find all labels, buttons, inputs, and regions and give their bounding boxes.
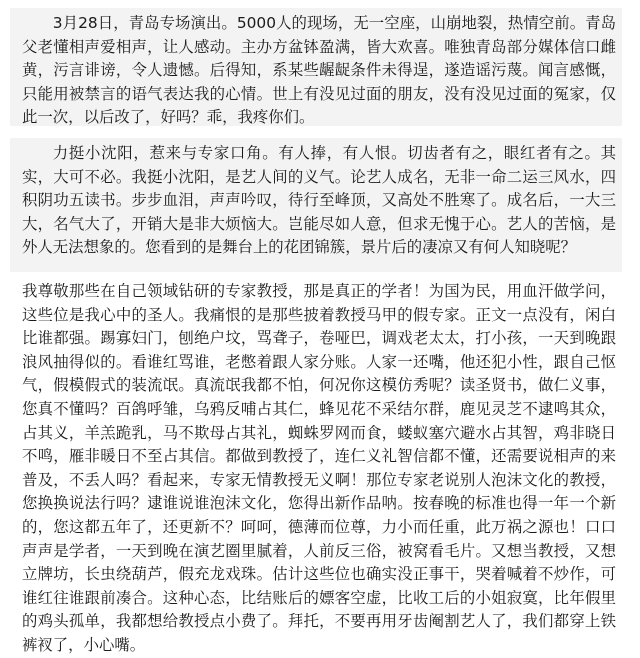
paragraph-1: 3月28日，青岛专场演出。5000人的现场，无一空座，山崩地裂，热情空前。青岛父老懂相声爱相声，让人感动。主办方盆钵盈满，皆大欢喜。唯独青岛部分媒体信口雌黄，污言诽谤，令人遗憾。后得知，系某些龌龊条件未得逞，遂造谣污蔑。闻言感慨，只能用被禁言的语气表达我的心情。世上有没见过面的朋友，没有没见过面的冤家，仅此一次，以后改了，好吗？乖，我疼你们。 [10, 8, 622, 126]
paragraph-2: 力挺小沈阳，惹来与专家口角。有人捧，有人恨。切齿者有之，眼红者有之。其实，大可不必。我挺小沈阳，是艺人间的义气。论艺人成名，无非一命二运三风水，四积阴功五读书。步步血泪，声声吟叹，待行至峰顶，又高处不胜寒了。成名后，一大三大，名气大了，开销大是非大烦恼大。岂能尽如人意，但求无愧于心。艺人的苦恼，是外人无法想象的。您看到的是舞台上的花团锦簇，景片后的凄凉又有何人知晓呢？ [10, 138, 622, 272]
paragraph-3: 我尊敬那些在自己领域钻研的专家教授，那是真正的学者！为国为民，用血汗做学问，这些位是我心中的圣人。我痛恨的是那些披着教授马甲的假专家。正文一点没有，闲白比谁都强。踢寡妇门，刨绝户坟，骂聋子，卷哑巴，调戏老太太，打小孩，一天到晚跟浪风抽得似的。看谁红骂谁，老憋着跟人家分账。人家一还嘴，他还犯小性，跟自己怄气，假模假式的装流氓。真流氓我都不怕，何况你这模仿秀呢？读圣贤书，做仁义事，您真不懂吗？百鸽呼雏，乌鸦反哺占其仁，蜂见花不采结尔群，鹿见灵芝不逮鸣其众，占其义，羊羔跪乳，马不欺母占其礼，蜘蛛罗网而食，蝼蚁塞穴避水占其智，鸡非晓日不鸣，雁非暖日不至占其信。都做到教授了，连仁义礼智信都不懂，还需要说相声的来普及，不丢人吗？看起来，专家无情教授无义啊！那位专家老说别人泡沫文化的教授，您换换说法行吗？逮谁说谁泡沫文化，您得出新作品呐。按春晚的标准也得一年一个新的，您这都五年了，还更新不？呵呵，德薄而位尊，力小而任重，此万祸之源也！口口声声是学者，一天到晚在演艺圈里腻着，人前反三俗，被窝看毛片。又想当教授，又想立牌坊，长虫绕葫芦，假充龙戏珠。估计这些位也确实没正事干，哭着喊着不炒作，可谁红往谁跟前凑合。这种心态，比结账后的嫖客空虚，比收工后的小姐寂寞，比年假里的鸡头孤单，我都想给教授点小费了。拜托，不要再用牙齿阉割艺人了，我们都穿上铁裤衩了，小心嘴。 [10, 280, 622, 590]
